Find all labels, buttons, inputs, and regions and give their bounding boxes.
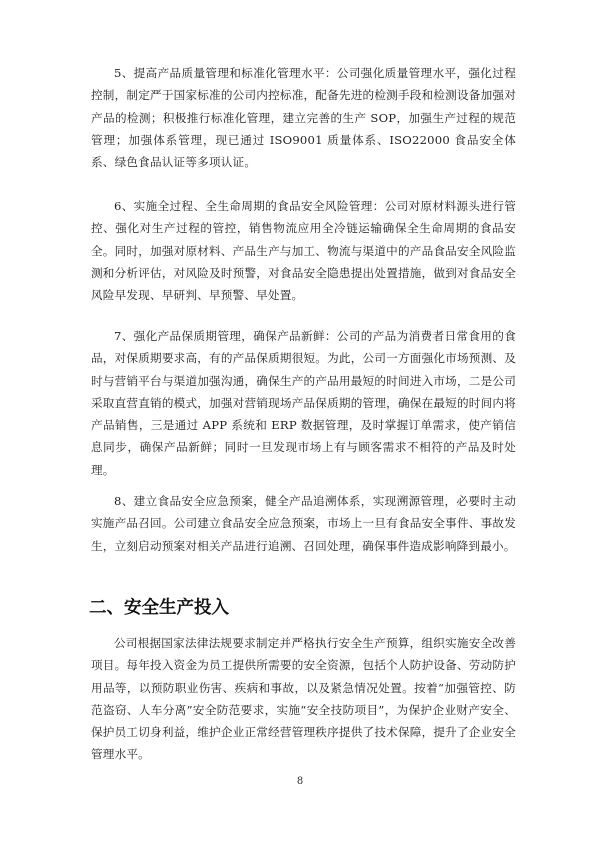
paragraph-shelf-life: 7、强化产品保质期管理，确保产品新鲜：公司的产品为消费者日常食用的食品，对保质期要求高，有的产品保质期很短。为此，公司一方面强化市场预测、及时与营销平台与渠道加强沟通，确保生产的产品用最短的时间进入市场，二是公司采取直营直销的模式，加强对营销现场产品保质期的管理，确保在最短的时间内将产品销售，三是通过 APP 系统和 ERP 数据管理，及时掌握订单需求，使产销信息同步，确保产品新鲜；同时一旦发现市场上有与顾客需求不相符的产品及时处理。 [91,329,516,477]
page-number: 8 [296,776,304,787]
paragraph-quality-management: 5、提高产品质量管理和标准化管理水平：公司强化质量管理水平，强化过程控制，制定严于国家标准的公司内控标准，配备先进的检测手段和检测设备加强对产品的检测；积极推行标准化管理，建立完善的生产 SOP，加强生产过程的规范管理；加强体系管理，现已通过 ISO9001 质量体系、ISO22000 食品安全体系、绿色食品认证等多项认证。 [91,66,516,170]
section-heading: 二、安全生产投入 [89,598,229,618]
paragraph-safety-investment: 公司根据国家法律法规要求制定并严格执行安全生产预算，组织实施安全改善项目。每年投入资金为员工提供所需要的安全资源，包括个人防护设备、劳动防护用品等，以预防职业伤害、疾病和事故，以及紧急情况处置。按着“加强管控、防范盗窃、人车分离”安全防范要求，实施“安全技防项目”，为保护企业财产安全、保护员工切身利益，维护企业正常经营管理秩序提供了技术保障，提升了企业安全管理水平。 [91,636,516,762]
paragraph-risk-management: 6、实施全过程、全生命周期的食品安全风险管理：公司对原材料源头进行管控、强化对生产过程的管控，销售物流应用全冷链运输确保全生命周期的食品安全。同时，加强对原材料、产品生产与加工、物流与渠道中的产品食品安全风险监测和分析评估，对风险及时预警，对食品安全隐患提出处置措施，做到对食品安全风险早发现、早研判、早预警、早处置。 [91,199,516,303]
paragraph-emergency-plan: 8、建立食品安全应急预案，健全产品追溯体系，实现溯源管理，必要时主动实施产品召回。公司建立食品安全应急预案，市场上一旦有食品安全事件、事故发生，立刻启动预案对相关产品进行追溯、召回处理，确保事件造成影响降到最小。 [91,494,516,553]
